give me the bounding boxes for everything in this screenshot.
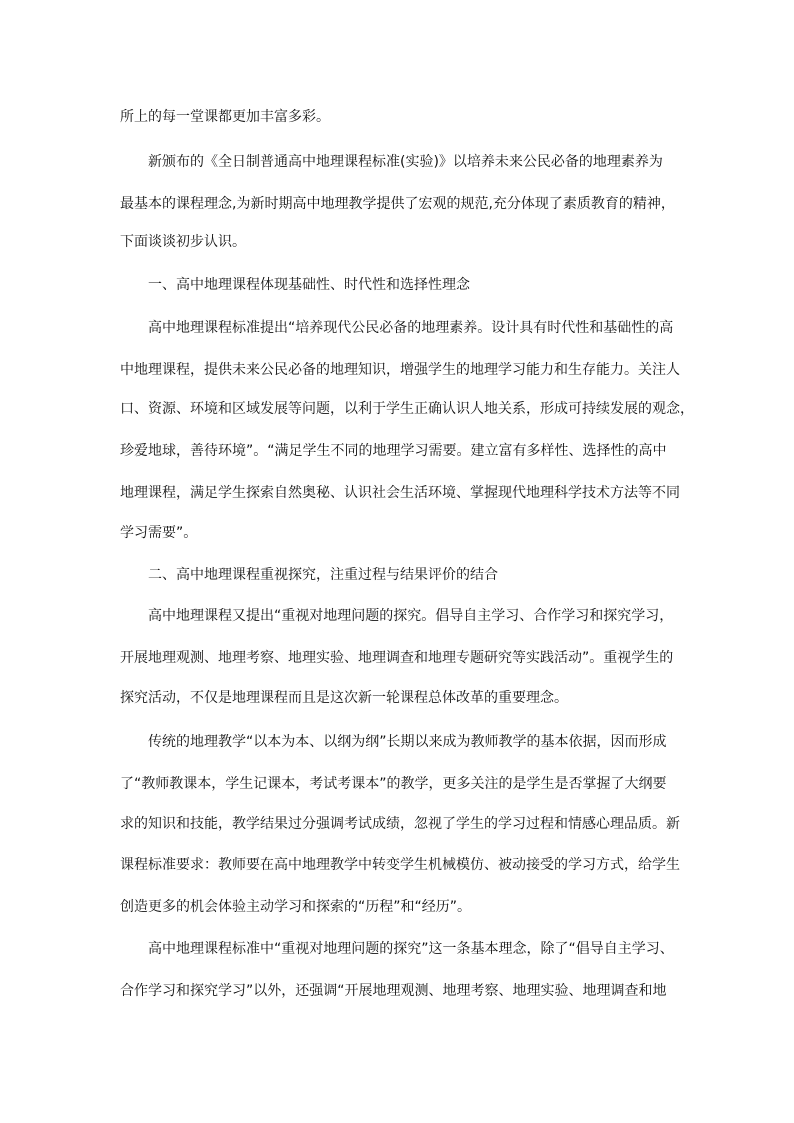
text-line: 最基本的课程理念,为新时期高中地理教学提供了宏观的规范,充分体现了素质教育的精神， <box>120 196 675 212</box>
paragraph-start-line: 高中地理课程标准提出“培养现代公民必备的地理素养。设计具有时代性和基础性的高 <box>148 320 674 336</box>
text-line: 开展地理观测、地理考察、地理实验、地理调查和地理专题研究等实践活动”。重视学生的 <box>120 650 674 666</box>
paragraph-start-line: 传统的地理教学“以本为本、以纲为纲”长期以来成为教师教学的基本依据，因而形成 <box>148 734 667 750</box>
text-line: 中地理课程，提供未来公民必备的地理知识，增强学生的地理学习能力和生存能力。关注人 <box>120 362 680 378</box>
paragraph-start-line: 高中地理课程标准中“重视对地理问题的探究”这一条基本理念，除了“倡导自主学习、 <box>148 941 674 957</box>
text-line: 合作学习和探究学习”以外，还强调“开展地理观测、地理考察、地理实验、地理调查和地 <box>120 983 667 999</box>
section-heading-2: 二、高中地理课程重视探究，注重过程与结果评价的结合 <box>148 567 498 583</box>
text-line: 了“教师教课本，学生记课本，考试考课本”的教学，更多关注的是学生是否掌握了大纲要 <box>120 776 667 792</box>
text-line: 求的知识和技能，教学结果过分强调考试成绩，忽视了学生的学习过程和情感心理品质。新 <box>120 816 680 832</box>
text-line: 下面谈谈初步认识。 <box>120 234 246 250</box>
text-line: 探究活动，不仅是地理课程而且是这次新一轮课程总体改革的重要理念。 <box>120 690 568 706</box>
text-line: 课程标准要求：教师要在高中地理教学中转变学生机械模仿、被动接受的学习方式，给学生 <box>120 857 680 873</box>
text-line: 珍爱地球，善待环境”。“满足学生不同的地理学习需要。建立富有多样性、选择性的高中 <box>120 443 667 459</box>
paragraph-start-line: 新颁布的《全日制普通高中地理课程标准(实验)》以培养未来公民必备的地理素养为 <box>148 154 663 170</box>
text-line: 地理课程，满足学生探索自然奥秘、认识社会生活环境、掌握现代地理科学技术方法等不同 <box>120 485 680 501</box>
section-heading-1: 一、高中地理课程体现基础性、时代性和选择性理念 <box>148 277 470 293</box>
text-line: 学习需要”。 <box>120 525 198 541</box>
paragraph-start-line: 高中地理课程又提出“重视对地理问题的探究。倡导自主学习、合作学习和探究学习， <box>148 608 674 624</box>
text-line: 口、资源、环境和区域发展等问题，以利于学生正确认识人地关系，形成可持续发展的观念， <box>120 401 694 417</box>
text-line: 所上的每一堂课都更加丰富多彩。 <box>120 109 330 125</box>
text-line: 创造更多的机会体验主动学习和探索的“历程”和“经历”。 <box>120 899 472 915</box>
